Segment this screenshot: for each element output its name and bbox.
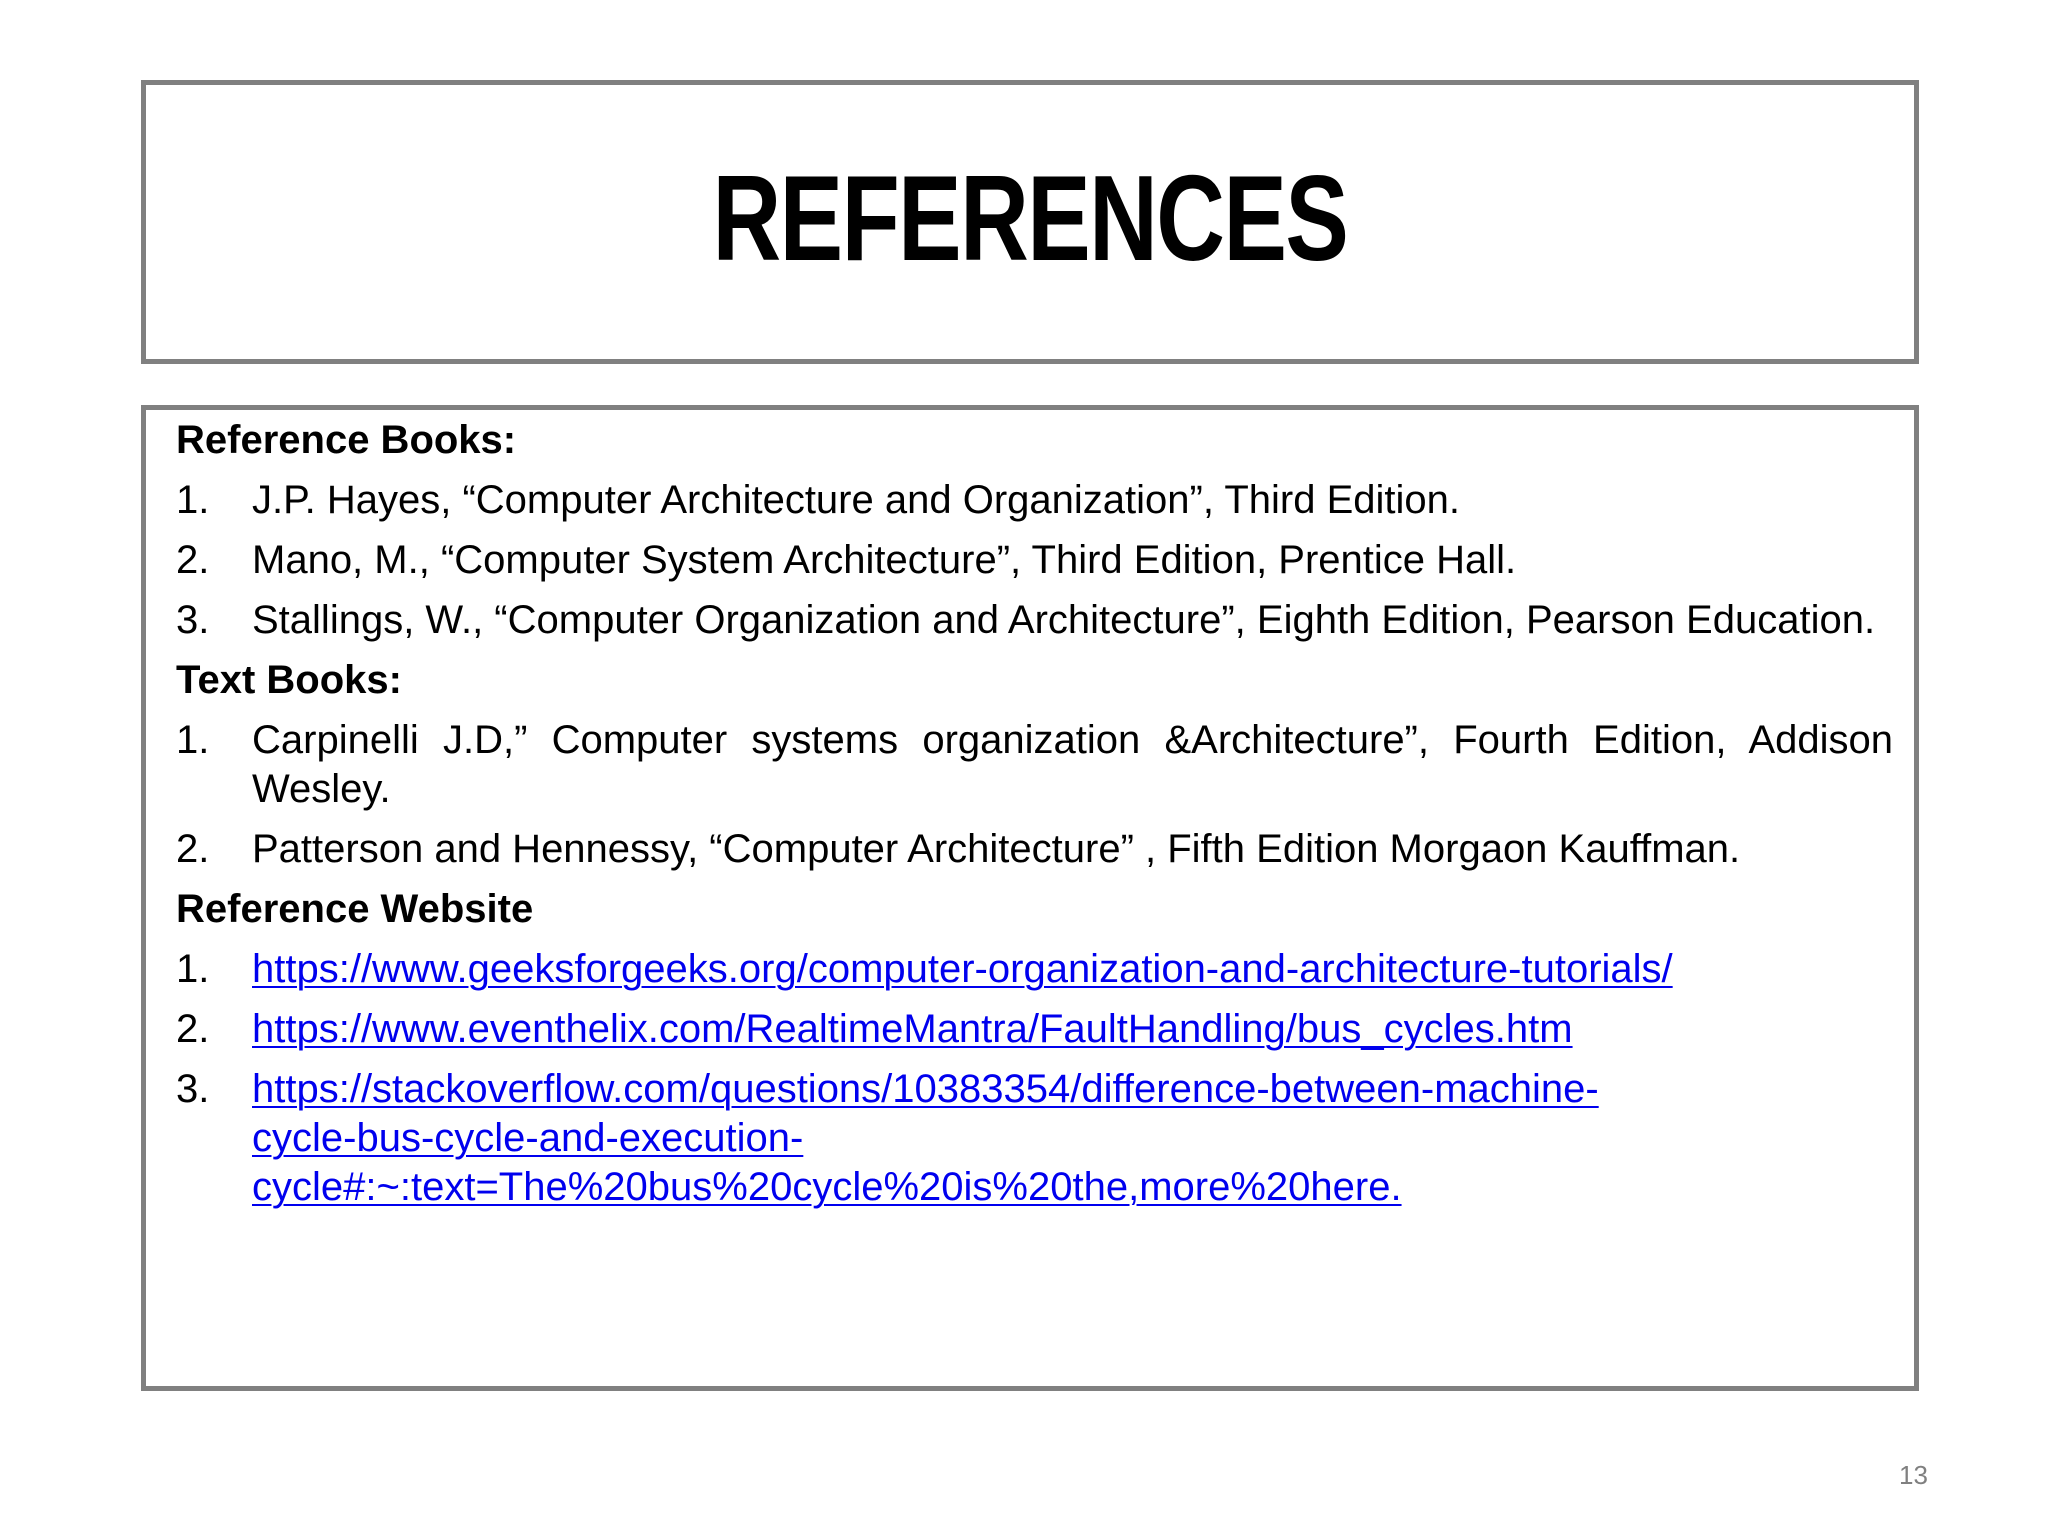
reference-website-heading: Reference Website — [176, 887, 534, 931]
list-number: 3. — [176, 1067, 210, 1111]
list-item — [176, 1005, 1893, 1054]
references-content-box — [141, 405, 1919, 1391]
list-item — [176, 1065, 1893, 1212]
reference-link-geeksforgeeks[interactable]: https://www.geeksforgeeks.org/computer-organization-and-architecture-tutorials/ — [252, 947, 1673, 991]
list-number: 2. — [176, 1007, 210, 1051]
text-book-text: Patterson and Hennessy, “Computer Architecture” , Fifth Edition Morgaon Kauffman. — [252, 827, 1741, 871]
reference-books-list — [176, 476, 1893, 645]
list-number: 2. — [176, 827, 210, 871]
list-item — [176, 536, 1893, 585]
list-number: 3. — [176, 598, 210, 642]
reference-link-stackoverflow-line-2[interactable]: cycle-bus-cycle-and-execution- — [252, 1116, 804, 1160]
text-books-list — [176, 716, 1893, 874]
reference-link-eventhelix[interactable]: https://www.eventhelix.com/RealtimeMantra/FaultHandling/bus_cycles.htm — [252, 1007, 1573, 1051]
text-books-heading: Text Books: — [176, 658, 402, 702]
page-number: 13 — [1899, 1460, 1928, 1490]
reference-book-text: J.P. Hayes, “Computer Architecture and Organization”, Third Edition. — [252, 478, 1460, 522]
reference-books-heading: Reference Books: — [176, 418, 517, 462]
list-number: 1. — [176, 478, 210, 522]
reference-link-stackoverflow[interactable] — [252, 1065, 1893, 1212]
text-book-text: Carpinelli J.D,” Computer systems organization &Architecture”, Fourth Edition, Addison Wesley. — [252, 718, 1893, 811]
list-item — [176, 825, 1893, 874]
reference-book-text: Mano, M., “Computer System Architecture”, Third Edition, Prentice Hall. — [252, 538, 1517, 582]
reference-website-list — [176, 945, 1893, 1212]
list-item — [176, 596, 1893, 645]
list-item — [176, 716, 1893, 814]
list-item — [176, 476, 1893, 525]
reference-link-stackoverflow-line-3[interactable]: cycle#:~:text=The%20bus%20cycle%20is%20the,more%20here. — [252, 1165, 1402, 1209]
list-number: 2. — [176, 538, 210, 582]
list-number: 1. — [176, 718, 210, 762]
title-box — [141, 80, 1919, 364]
reference-book-text: Stallings, W., “Computer Organization and Architecture”, Eighth Edition, Pearson Education. — [252, 598, 1876, 642]
reference-link-stackoverflow-line-1[interactable]: https://stackoverflow.com/questions/10383354/difference-between-machine- — [252, 1067, 1599, 1111]
list-item — [176, 945, 1893, 994]
slide-title: REFERENCES — [712, 150, 1348, 286]
list-number: 1. — [176, 947, 210, 991]
